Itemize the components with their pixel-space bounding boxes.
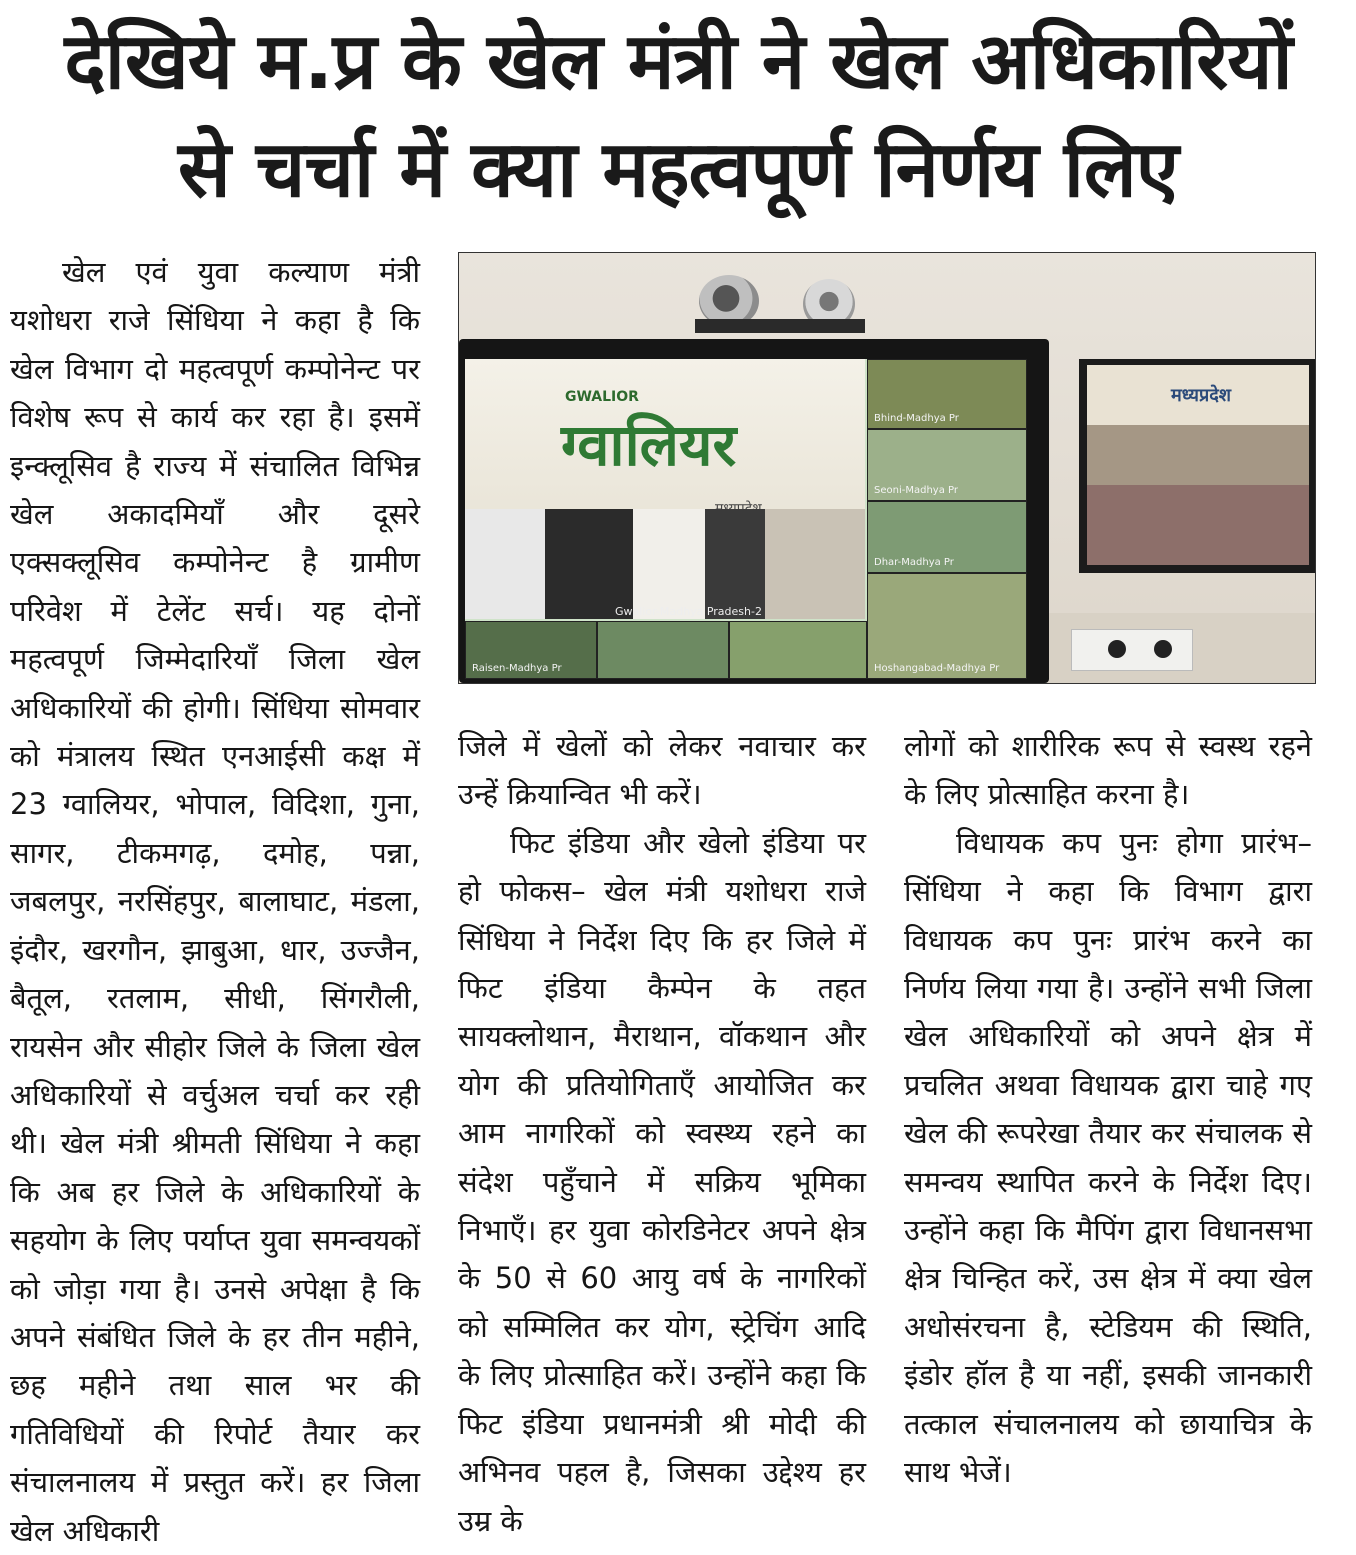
article-column-2 bbox=[458, 722, 866, 1538]
headline-line-1: देखिये म.प्र के खेल मंत्री ने खेल अधिकारियों bbox=[64, 17, 1292, 107]
participants-row bbox=[465, 509, 865, 619]
headline bbox=[0, 8, 1356, 224]
screen-caption: Gwalior-Madhya Pradesh-2 bbox=[615, 605, 762, 618]
video-tile bbox=[867, 501, 1027, 573]
video-tile bbox=[465, 621, 597, 679]
video-tile bbox=[729, 621, 867, 679]
main-monitor bbox=[459, 339, 1049, 683]
video-tile bbox=[867, 429, 1027, 501]
banner-city-hi: ग्वालियर bbox=[561, 411, 737, 479]
article-paragraph: विधायक कप पुनः होगा प्रारंभ– सिंधिया ने कहा कि विभाग द्वारा विधायक कप पुनः प्रारंभ करने का निर्णय लिया गया है। उन्होंने सभी जिला खेल अधिकारियों को अपने क्षेत्र में प्रचलित अथवा विधायक द्वारा चाहे गए खेल की रूपरेखा तैयार कर संचालक से समन्वय स्थापित करने के निर्देश दिए। उन्होंने कहा कि मैपिंग द्वारा विधानसभा क्षेत्र चिन्हित करें, उस क्षेत्र में क्या खेल अधोसंरचना है, स्टेडियम की स्थिति, इंडोर हॉल है या नहीं, इसकी जानकारी तत्काल संचालनालय को छायाचित्र के साथ भेजें। bbox=[904, 825, 1312, 1490]
article-column-3 bbox=[904, 722, 1312, 1490]
article-paragraph: खेल एवं युवा कल्याण मंत्री यशोधरा राजे सिंधिया ने कहा है कि खेल विभाग दो महत्वपूर्ण कम्पोनेन्ट पर विशेष रूप से कार्य कर रहा है। इसमें इन्क्लूसिव है राज्य में संचालित विभिन्न खेल अकादमियाँ और दूसरे एक्सक्लूसिव कम्पोनेन्ट है ग्रामीण परिवेश में टेलेंट सर्च। यह दोनों महत्वपूर्ण जिम्मेदारियाँ जिला खेल अधिकारियों की होगी। सिंधिया सोमवार को मंत्रालय स्थित एनआईसी कक्ष में 23 ग्वालियर, भोपाल, विदिशा, गुना, सागर, टीकमगढ़, दमोह, पन्ना, जबलपुर, नरसिंहपुर, बालाघाट, मंडला, इंदौर, खरगौन, झाबुआ, धार, उज्जैन, बैतूल, रतलाम, सीधी, सिंगरौली, रायसेन और सीहोर जिले के जिला खेल अधिकारियों से वर्चुअल चर्चा कर रही थी। खेल मंत्री श्रीमती सिंधिया ने कहा कि अब हर जिले के अधिकारियों के सहयोग के लिए पर्याप्त युवा समन्वयकों को जोड़ा गया है। उनसे अपेक्षा है कि अपने संबंधित जिले के हर तीन महीने, छह महीने तथा साल भर की गतिविधियों की रिपोर्ट तैयार कर संचालनालय में प्रस्तुत करें। हर जिला खेल अधिकारी bbox=[10, 255, 420, 1548]
article-paragraph: लोगों को शारीरिक रूप से स्वस्थ रहने के लिए प्रोत्साहित करना है। bbox=[904, 729, 1312, 812]
article-paragraph: जिले में खेलों को लेकर नवाचार कर उन्हें क्रियान्वित भी करें। bbox=[458, 729, 866, 812]
article-paragraph: फिट इंडिया और खेलो इंडिया पर हो फोकस– खेल मंत्री यशोधरा राजे सिंधिया ने निर्देश दिए कि हर जिले में फिट इंडिया कैम्पेन के तहत सायक्लोथान, मैराथान, वॉकथान और योग की प्रतियोगिताएँ आयोजित कर आम नागरिकों को स्वस्थ्य रहने का संदेश पहुँचाने में सक्रिय भूमिका निभाएँ। हर युवा कोरडिनेटर अपने क्षेत्र के 50 से 60 आयु वर्ष के नागरिकों को सम्मिलित कर योग, स्ट्रेचिंग आदि के लिए प्रोत्साहित करें। उन्होंने कहा कि फिट इंडिया प्रधानमंत्री श्री मोदी की अभिनव पहल है, जिसका उद्देश्य हर उम्र के bbox=[458, 825, 866, 1538]
tile-label: Seoni-Madhya Pr bbox=[874, 485, 958, 496]
banner-city-en: GWALIOR bbox=[565, 389, 639, 405]
video-tile bbox=[597, 621, 729, 679]
tile-label: Hoshangabad-Madhya Pr bbox=[874, 663, 1000, 674]
headline-line-2: से चर्चा में क्या महत्वपूर्ण निर्णय लिए bbox=[178, 125, 1178, 215]
video-conference-screen bbox=[465, 359, 1025, 677]
tile-label: Raisen-Madhya Pr bbox=[472, 663, 562, 674]
socket-icon bbox=[1108, 640, 1126, 658]
side-monitor bbox=[1079, 359, 1315, 573]
tile-label: Bhind-Madhya Pr bbox=[874, 413, 959, 424]
power-outlet bbox=[1071, 629, 1193, 671]
side-screen-logo: मध्यप्रदेश bbox=[1171, 385, 1232, 406]
video-tile bbox=[867, 359, 1027, 429]
camera-mount bbox=[695, 319, 865, 333]
tile-label: Dhar-Madhya Pr bbox=[874, 557, 954, 568]
news-photo bbox=[458, 252, 1316, 684]
article-column-1 bbox=[10, 248, 420, 1548]
socket-icon bbox=[1154, 640, 1172, 658]
minister-meeting-screen bbox=[1087, 365, 1309, 565]
video-tile bbox=[867, 573, 1027, 679]
